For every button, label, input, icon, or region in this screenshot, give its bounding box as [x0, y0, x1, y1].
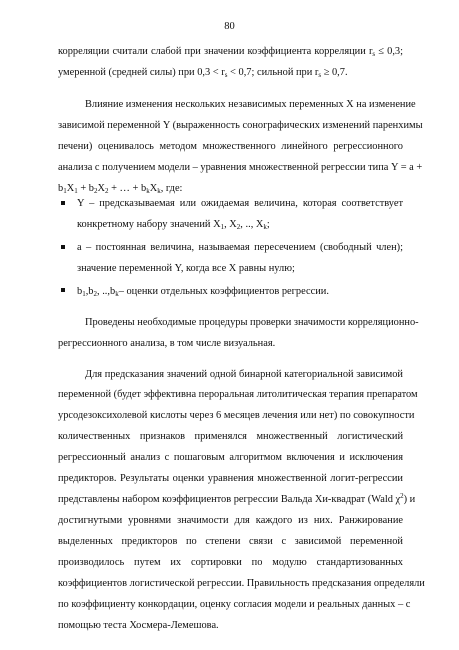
text-line: Проведены необходимые процедуры проверки значимости корреляционно- — [85, 316, 419, 328]
text-line: умеренной (средней силы) при $0,3 < r_s < 0,7$; сильной при $r_s \ge 0,7$. — [58, 66, 348, 79]
bullet-marker — [61, 245, 65, 249]
text-line: переменной (будет эффективна пероральная литолитическая терапия препаратом — [58, 389, 418, 401]
text-line: производилось путем их сортировки по модулю стандартизованных — [58, 557, 403, 569]
text-line: выделенных предикторов по степени связи с зависимой переменной — [58, 536, 403, 548]
text-line: урсодезоксихолевой кислоты через 6 месяцев лечения или нет) по совокупности — [58, 410, 415, 422]
text-line: печени) оценивалось методом множественного линейного регрессионного — [58, 140, 403, 152]
text-line: коэффициентов логистической регрессии. Правильность предсказания определяли — [58, 578, 425, 590]
text-line: Влияние изменения нескольких независимых переменных X на изменение — [85, 98, 416, 110]
text-line: достигнутыми уровнями значимости для каждого из них. Ранжирование — [58, 515, 403, 527]
page-number: 80 — [224, 21, 235, 32]
text-line: Для предсказания значений одной бинарной категориальной зависимой — [85, 368, 403, 380]
bullet-marker — [61, 201, 65, 205]
text-line: зависимой переменной Y (выраженность сонографических изменений паренхимы — [58, 119, 423, 131]
text-line: представлены набором коэффициентов регрессии Вальда Хи-квадрат (Wald $\chi^2$) и — [58, 492, 416, 506]
text-line: по коэффициенту конкордации, оценку согласия модели и реальных данных – с — [58, 599, 411, 611]
text-line: регрессионного анализа, в том числе визуальная. — [58, 337, 276, 349]
text-line: a – постоянная величина, называемая пересечением (свободный член); — [77, 241, 403, 253]
text-line: количественных признаков применялся множественный логистический — [58, 431, 403, 443]
bullet-marker — [61, 288, 65, 292]
text-line: предикторов. Результаты оценки уравнения множественной логит-регрессии — [58, 473, 403, 485]
text-line: значение переменной Y, когда все X равны нулю; — [77, 262, 295, 274]
text-line: конкретному набору значений $X_1$, $X_2$, .., $X_k$; — [77, 219, 270, 232]
text-line: $b_1X_1 + b_2X_2$ + … + $b_kX_k$, где: — [58, 182, 183, 195]
text-line: Y – предсказываемая или ожидаемая величина, которая соответствует — [77, 198, 403, 210]
text-line: корреляции считали слабой при значении коэффициента корреляции $r_s \le 0,3$; — [58, 46, 403, 58]
text-line: помощью теста Хосмера-Лемешова. — [58, 620, 219, 631]
text-line: анализа с получением модели – уравнения множественной регрессии типа Y = a + — [58, 161, 423, 173]
text-line: регрессионный анализ с пошаговым алгоритмом включения и исключения — [58, 452, 403, 464]
text-line: $b_1,b_2$, $..,b_k-$ оценки отдельных коэффициентов регрессии. — [77, 285, 329, 298]
